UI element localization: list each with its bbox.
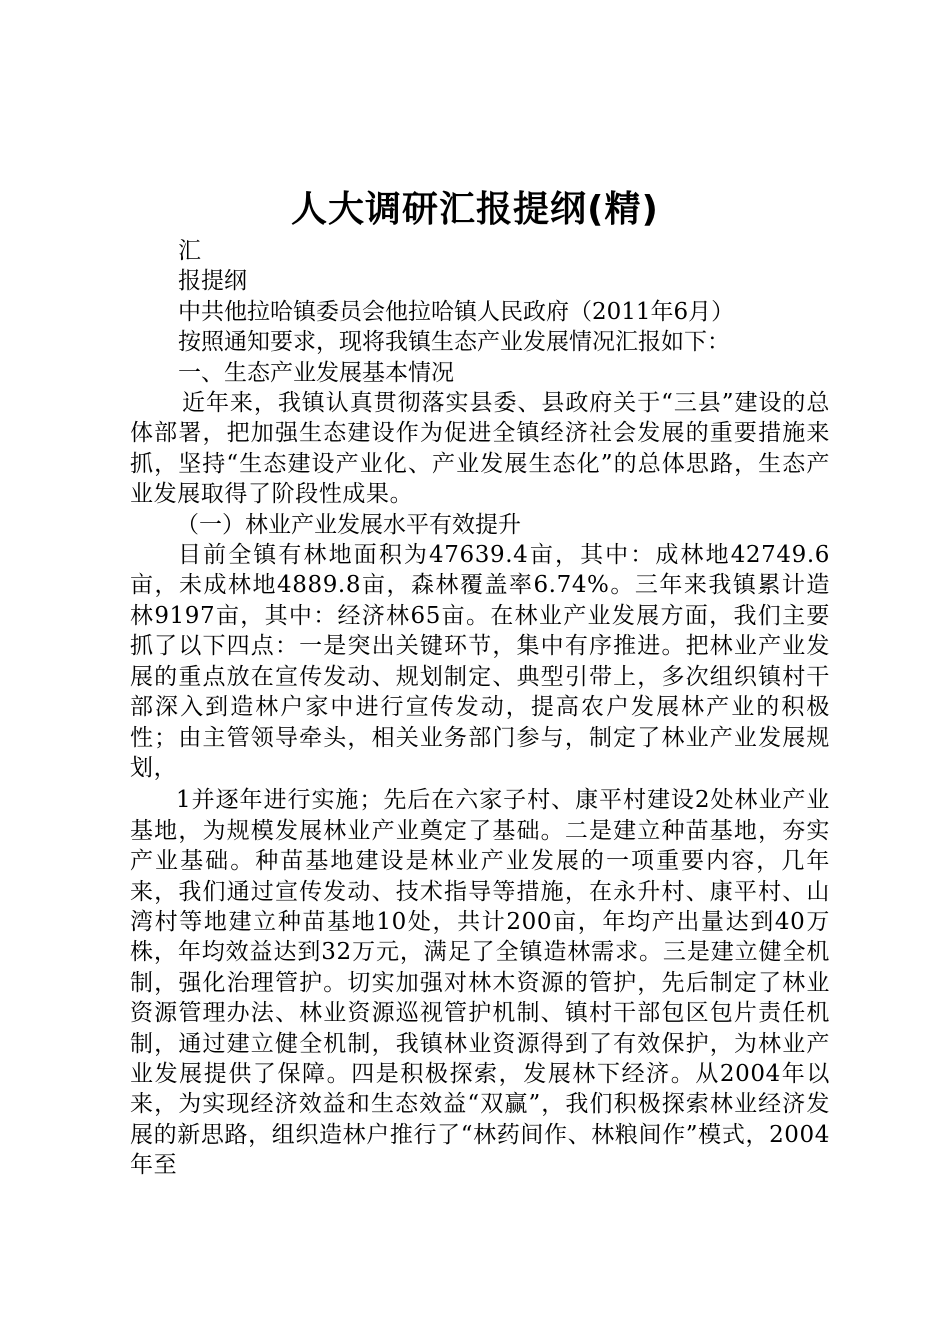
paragraph-forestry-2: 1并逐年进行实施；先后在六家子村、康平村建设2处林业产业基地，为规模发展林业产业奠定了基础。二是建立种苗基地，夯实产业基础。种苗基地建设是林业产业发展的一项重要内容，几年来，我们通过宣传发动、技术指导等措施，在永升村、康平村、山湾村等地建立种苗基地10处，共计200亩，年均产出量达到40万株，年均效益达到32万元，满足了全镇造林需求。三是建立健全机制，强化治理管护。切实加强对林木资源的管护，先后制定了林业资源管理办法、林业资源巡视管护机制、镇村干部包区包片责任机制，通过建立健全机制，我镇林业资源得到了有效保护，为林业产业发展提供了保障。四是积极探索，发展林下经济。从2004年以来，为实现经济效益和生态效益“双赢”，我们积极探索林业经济发展的新思路，组织造林户推行了“林药间作、林粮间作”模式，2004年至	[130, 787, 830, 1179]
paragraph-overview: 近年来，我镇认真贯彻落实县委、县政府关于“三县”建设的总体部署，把加强生态建设作为促进全镇经济社会发展的重要措施来抓，坚持“生态建设产业化、产业发展生态化”的总体思路，生态产业发展取得了阶段性成果。	[130, 390, 830, 508]
document-title: 人大调研汇报提纲(精)	[291, 189, 659, 230]
intro-line: 按照通知要求，现将我镇生态产业发展情况汇报如下：	[178, 329, 730, 356]
heading-fragment-1: 汇	[178, 238, 201, 264]
issuer-line: 中共他拉哈镇委员会他拉哈镇人民政府（2011年6月）	[178, 298, 735, 325]
document-body	[130, 236, 830, 1181]
heading-fragment-2: 报提纲	[178, 268, 247, 295]
paragraph-forestry-1: 目前全镇有林地面积为47639.4亩，其中：成林地42749.6亩，未成林地4889.8亩，森林覆盖率6.74%。三年来我镇累计造林9197亩，其中：经济林65亩。在林业产业发展方面，我们主要抓了以下四点：一是突出关键环节，集中有序推进。把林业产业发展的重点放在宣传发动、规划制定、典型引带上，多次组织镇村干部深入到造林户家中进行宣传发动，提高农户发展林产业的积极性；由主管领导牵头，相关业务部门参与，制定了林业产业发展规划，	[130, 542, 830, 781]
section-heading-1: 一、生态产业发展基本情况	[178, 359, 454, 386]
subsection-heading-1: （一）林业产业发展水平有效提升	[176, 511, 521, 538]
